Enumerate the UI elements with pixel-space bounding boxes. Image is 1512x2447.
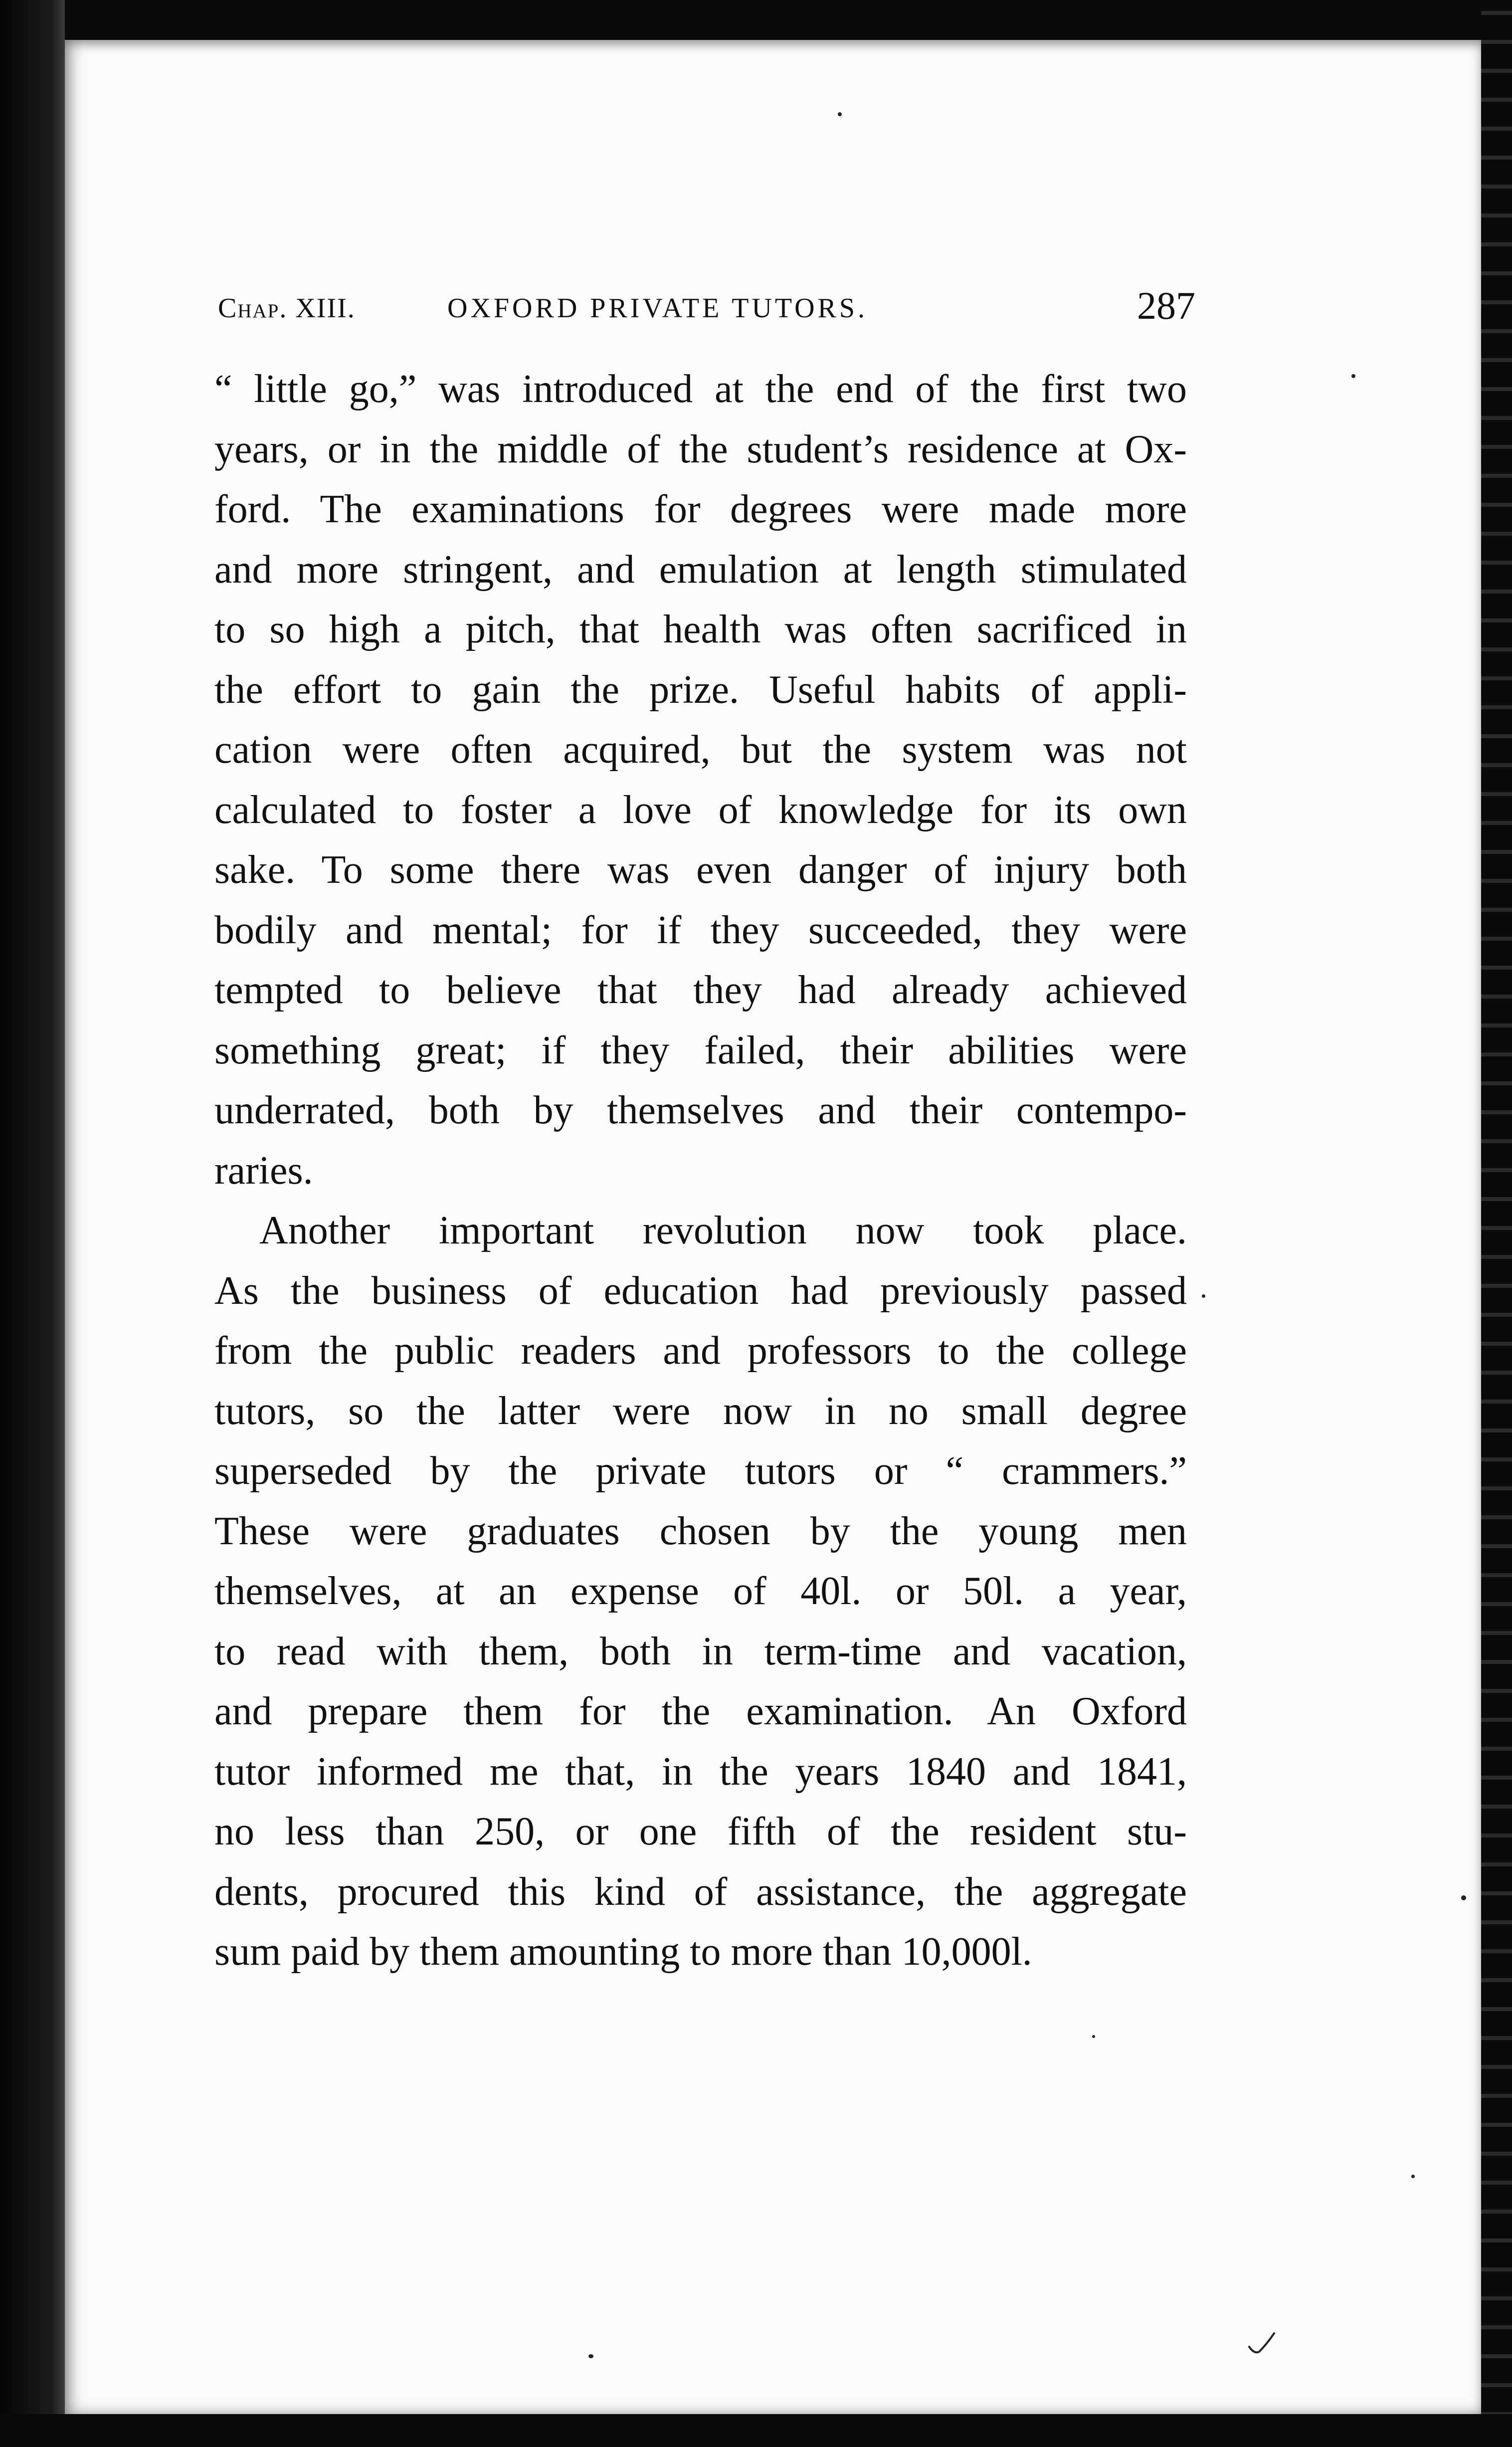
paragraph (214, 1201, 1187, 1982)
text-line: Another important revolution now took place. (259, 1209, 1187, 1252)
scan-speck (838, 112, 842, 116)
scan-speck (1461, 1895, 1466, 1900)
text-line: and more stringent, and emulation at length stimulated (214, 547, 1187, 592)
scan-right-edge (1481, 0, 1512, 2447)
text-line: raries. (214, 1148, 313, 1193)
text-line: “ little go,” was introduced at the end of the first two (214, 367, 1187, 411)
text-line: tutors, so the latter were now in no small degree (214, 1389, 1187, 1433)
paragraph (214, 359, 1187, 1201)
scan-speck (1411, 2175, 1415, 2178)
text-line: tempted to believe that they had already achieved (214, 968, 1187, 1012)
scan-bottom-edge (0, 2414, 1512, 2447)
text-line: no less than 250, or one fifth of the resident stu- (214, 1810, 1187, 1853)
text-line: something great; if they failed, their abilities were (214, 1028, 1187, 1072)
text-line: sum paid by them amounting to more than 10,000l. (214, 1930, 1032, 1974)
text-line: dents, procured this kind of assistance, the aggregate (214, 1869, 1187, 1914)
text-line: sake. To some there was even danger of injury both (214, 848, 1187, 892)
body-text (214, 359, 1187, 1982)
text-line: As the business of education had previously passed (214, 1268, 1187, 1313)
text-line: years, or in the middle of the student’s residence at Ox- (214, 427, 1187, 471)
pencil-check-mark-icon (1247, 2329, 1277, 2359)
text-line: tutor informed me that, in the years 1840 and 1841, (214, 1749, 1187, 1794)
text-line: the effort to gain the prize. Useful habits of appli- (214, 667, 1187, 712)
running-title: OXFORD PRIVATE TUTORS. (447, 293, 868, 324)
page-number: 287 (1137, 284, 1195, 327)
scan-speck (1092, 2035, 1095, 2038)
text-line: underrated, both by themselves and their contempo- (214, 1088, 1187, 1132)
text-line: bodily and mental; for if they succeeded, they were (214, 908, 1187, 952)
chapter-label: Chap. XIII. (218, 293, 356, 324)
text-line: from the public readers and professors to the college (214, 1329, 1187, 1373)
book-binding-edge (0, 0, 65, 2447)
running-header (218, 283, 1195, 328)
scan-top-edge (0, 0, 1512, 40)
text-line: and prepare them for the examination. An Oxford (214, 1689, 1187, 1733)
scan-speck (1351, 374, 1355, 378)
text-line: to so high a pitch, that health was often sacrificed in (214, 608, 1187, 651)
text-line: cation were often acquired, but the system was not (214, 728, 1187, 772)
scan-speck (588, 2354, 593, 2358)
text-line: ford. The examinations for degrees were made more (214, 487, 1187, 531)
text-line: themselves, at an expense of 40l. or 50l. a year, (214, 1569, 1187, 1613)
text-line: calculated to foster a love of knowledge for its own (214, 788, 1187, 832)
text-line: These were graduates chosen by the young men (214, 1509, 1187, 1553)
text-line: superseded by the private tutors or “ crammers.” (214, 1449, 1187, 1493)
scan-speck (1202, 1294, 1205, 1298)
text-line: to read with them, both in term-time and vacation, (214, 1629, 1187, 1673)
